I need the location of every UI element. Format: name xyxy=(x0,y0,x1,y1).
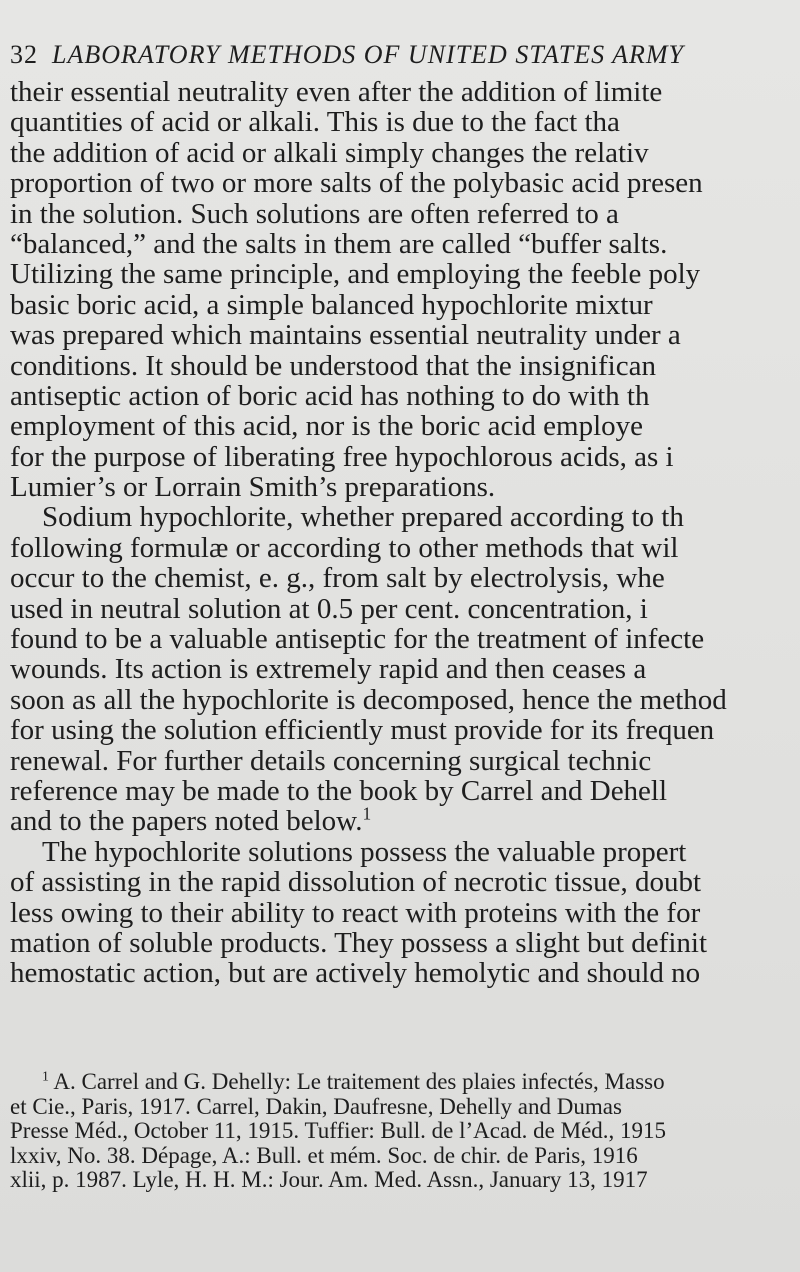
text-line: employment of this acid, nor is the boric acid employe xyxy=(10,411,644,442)
page-number: 32 xyxy=(10,40,38,69)
running-header xyxy=(10,40,790,70)
text-line: renewal. For further details concerning surgical technic xyxy=(10,745,652,776)
text-line: their essential neutrality even after the addition of limite xyxy=(10,77,663,108)
text-line: following formulæ or according to other methods that wil xyxy=(10,532,679,564)
text-line: wounds. Its action is extremely rapid and then ceases a xyxy=(10,654,647,685)
body-text xyxy=(10,77,792,989)
text-line: reference may be made to the book by Carrel and Dehell xyxy=(10,775,668,807)
running-title: LABORATORY METHODS OF UNITED STATES ARMY xyxy=(52,40,685,69)
text-line: for using the solution efficiently must provide for its frequen xyxy=(10,715,715,746)
text-line: occur to the chemist, e. g., from salt by electrolysis, whe xyxy=(10,563,665,594)
text-line: “balanced,” and the salts in them are called “buffer salts. xyxy=(10,228,668,260)
footnote-line: lxxiv, No. 38. Dépage, A.: Bull. et mém. Soc. de chir. de Paris, 1916 xyxy=(10,1143,638,1168)
footnote-line: Presse Méd., October 11, 1915. Tuffier: Bull. de l’Acad. de Méd., 1915 xyxy=(10,1119,667,1143)
text-line: was prepared which maintains essential neutrality under a xyxy=(10,320,681,351)
text-line-content: and to the papers noted below. xyxy=(10,806,363,837)
footnote-marker: 1 xyxy=(42,1070,49,1084)
text-line: Lumier’s or Lorrain Smith’s preparations. xyxy=(10,472,496,503)
text-line: less owing to their ability to react with proteins with the for xyxy=(10,897,701,928)
paragraph-start-line: Sodium hypochlorite, whether prepared according to th xyxy=(42,502,684,533)
footnote-line xyxy=(10,1070,792,1095)
text-line: basic boric acid, a simple balanced hypochlorite mixtur xyxy=(10,289,653,321)
footnote-line-content: A. Carrel and G. Dehelly: Le traitement des plaies infectés, Masso xyxy=(53,1070,665,1094)
text-line-with-footnote-ref xyxy=(10,806,792,836)
footnote xyxy=(10,1070,792,1193)
text-line: for the purpose of liberating free hypochlorous acids, as i xyxy=(10,441,674,473)
text-line: in the solution. Such solutions are often referred to a xyxy=(10,198,619,229)
text-line: antiseptic action of boric acid has nothing to do with th xyxy=(10,380,650,412)
text-line: Utilizing the same principle, and employing the feeble poly xyxy=(10,259,701,290)
text-line: found to be a valuable antiseptic for the treatment of infecte xyxy=(10,624,705,655)
text-line: mation of soluble products. They possess a slight but definit xyxy=(10,927,708,959)
text-line: of assisting in the rapid dissolution of necrotic tissue, doubt xyxy=(10,867,702,898)
text-line: proportion of two or more salts of the polybasic acid presen xyxy=(10,168,703,199)
footnote-line: et Cie., Paris, 1917. Carrel, Dakin, Daufresne, Dehelly and Dumas xyxy=(10,1094,622,1119)
text-line: soon as all the hypochlorite is decomposed, hence the method xyxy=(10,684,727,716)
text-line: the addition of acid or alkali simply changes the relativ xyxy=(10,137,649,169)
paragraph-start-line: The hypochlorite solutions possess the valuable propert xyxy=(42,836,687,868)
footnote-line: xlii, p. 1987. Lyle, H. H. M.: Jour. Am. Med. Assn., January 13, 1917 xyxy=(10,1168,648,1192)
footnote-reference: 1 xyxy=(362,806,372,824)
text-line: hemostatic action, but are actively hemolytic and should no xyxy=(10,958,701,989)
text-line: conditions. It should be understood that the insignifican xyxy=(10,350,656,381)
text-line: quantities of acid or alkali. This is due to the fact tha xyxy=(10,107,620,138)
text-line: used in neutral solution at 0.5 per cent. concentration, i xyxy=(10,593,648,625)
